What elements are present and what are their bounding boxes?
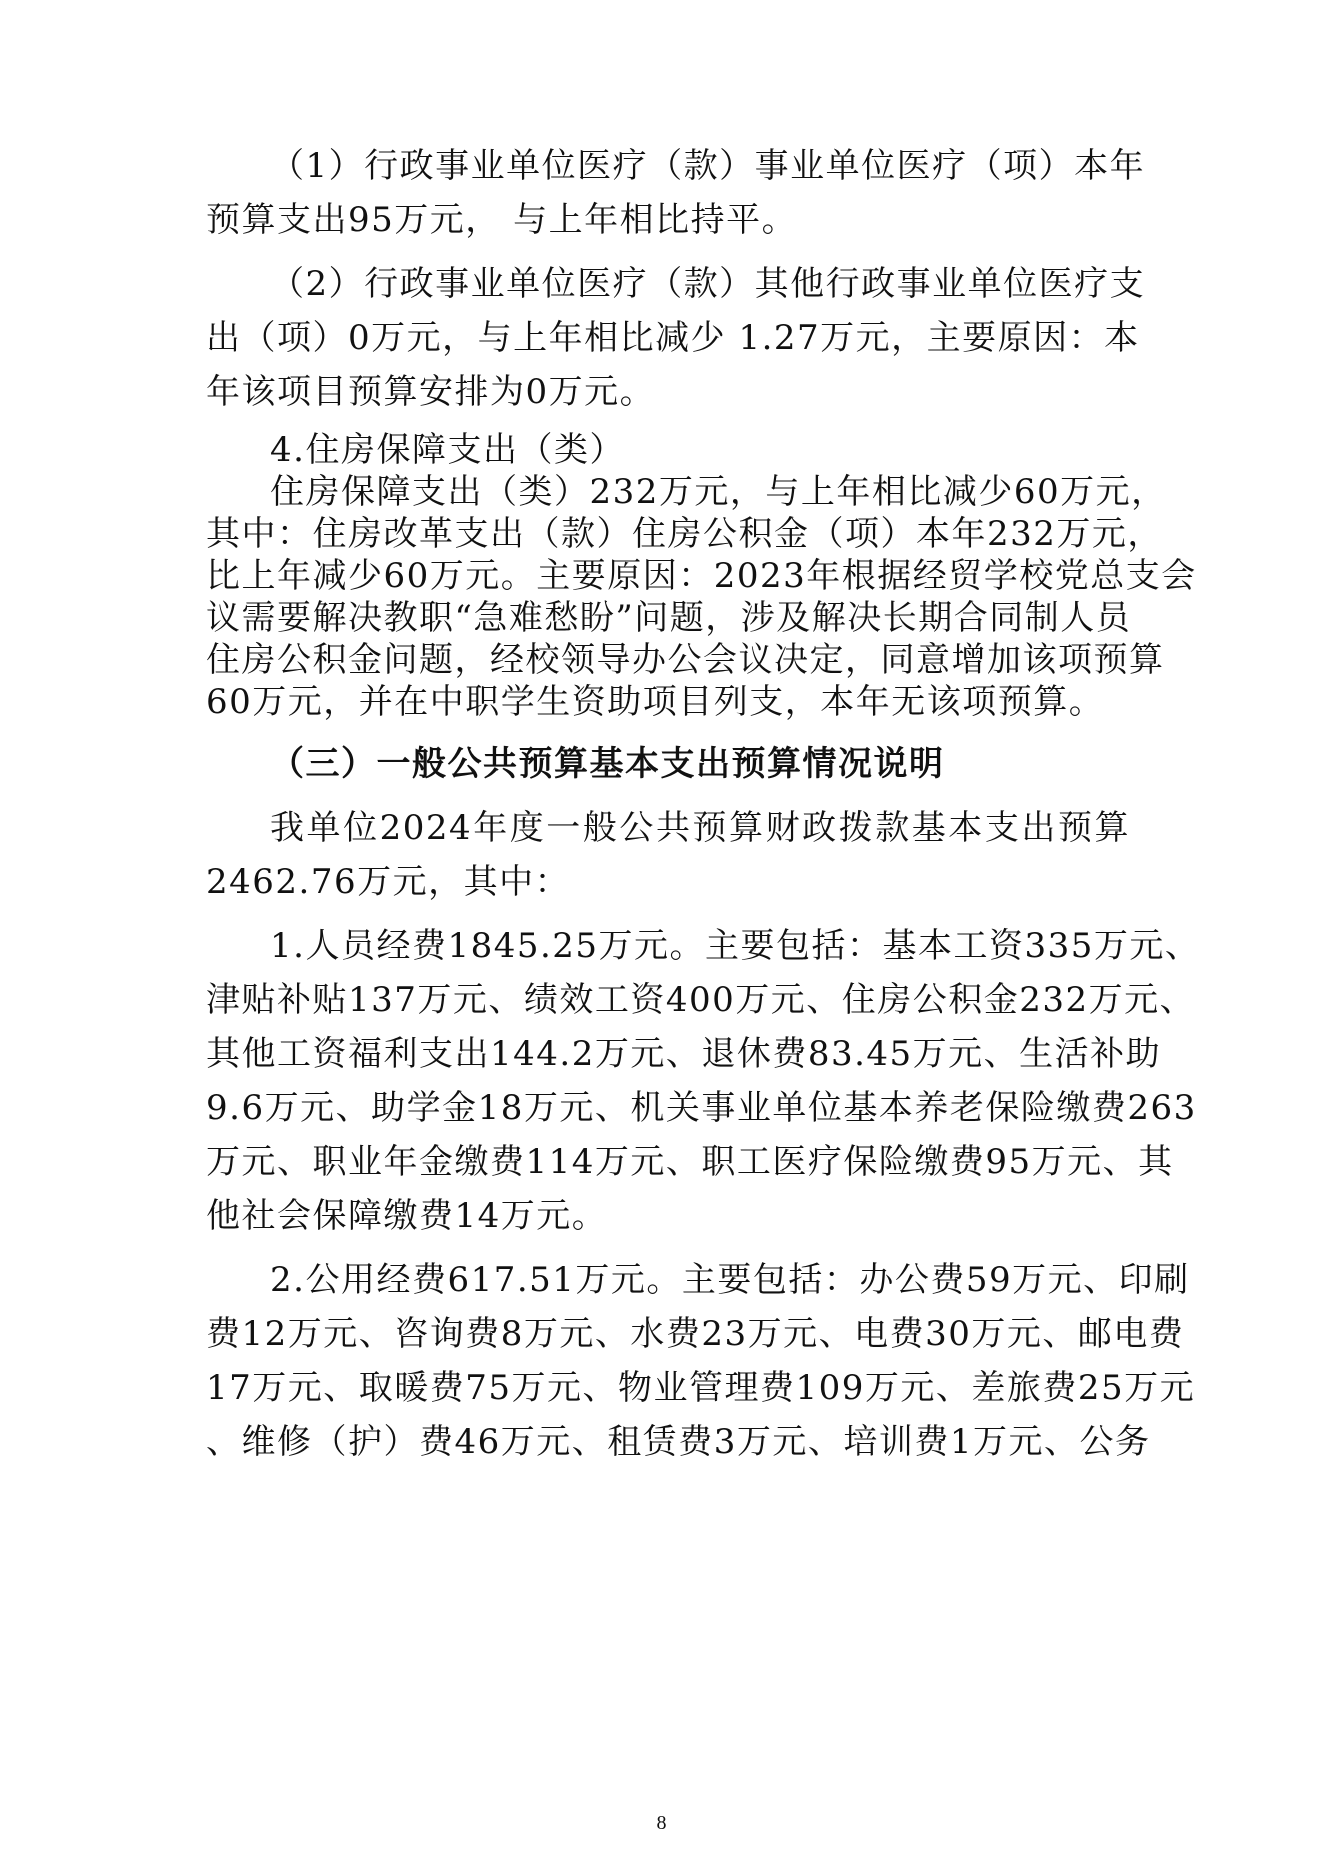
- paragraph-line: （1）行政事业单位医疗（款）事业单位医疗（项）本年: [270, 146, 1146, 186]
- paragraph-line: 议需要解决教职“急难愁盼”问题，涉及解决长期合同制人员: [206, 598, 1132, 638]
- paragraph-line: 1.人员经费1845.25万元。主要包括：基本工资335万元、: [270, 926, 1201, 966]
- paragraph-line: 60万元，并在中职学生资助项目列支，本年无该项预算。: [206, 682, 1105, 722]
- paragraph-line: 比上年减少60万元。主要原因：2023年根据经贸学校党总支会: [206, 556, 1197, 596]
- paragraph-line: 出（项）0万元，与上年相比减少 1.27万元，主要原因：本: [206, 318, 1140, 358]
- paragraph-line: 年该项目预算安排为0万元。: [206, 372, 656, 412]
- paragraph-line: （2）行政事业单位医疗（款）其他行政事业单位医疗支: [270, 264, 1146, 304]
- paragraph-line: 其中：住房改革支出（款）住房公积金（项）本年232万元，: [206, 514, 1163, 554]
- paragraph-line: 、维修（护）费46万元、租赁费3万元、培训费1万元、公务: [206, 1422, 1151, 1462]
- section-heading: 4.住房保障支出（类）: [270, 430, 625, 470]
- paragraph-line: 住房保障支出（类）232万元，与上年相比减少60万元，: [270, 472, 1167, 512]
- paragraph-line: 住房公积金问题，经校领导办公会议决定，同意增加该项预算: [206, 640, 1165, 680]
- paragraph-line: 预算支出95万元， 与上年相比持平。: [206, 200, 798, 240]
- paragraph-line: 万元、职业年金缴费114万元、职工医疗保险缴费95万元、其: [206, 1142, 1174, 1182]
- paragraph-line: 费12万元、咨询费8万元、水费23万元、电费30万元、邮电费: [206, 1314, 1185, 1354]
- paragraph-line: 2.公用经费617.51万元。主要包括：办公费59万元、印刷: [270, 1260, 1190, 1300]
- paragraph-line: 2462.76万元，其中：: [206, 862, 571, 902]
- paragraph-line: 17万元、取暖费75万元、物业管理费109万元、差旅费25万元: [206, 1368, 1196, 1408]
- paragraph-line: 9.6万元、助学金18万元、机关事业单位基本养老保险缴费263: [206, 1088, 1197, 1128]
- paragraph-line: 他社会保障缴费14万元。: [206, 1196, 608, 1236]
- paragraph-line: 我单位2024年度一般公共预算财政拨款基本支出预算: [270, 808, 1130, 848]
- section-heading: （三）一般公共预算基本支出预算情况说明: [270, 744, 945, 784]
- paragraph-line: 其他工资福利支出144.2万元、退休费83.45万元、生活补助: [206, 1034, 1162, 1074]
- paragraph-line: 津贴补贴137万元、绩效工资400万元、住房公积金232万元、: [206, 980, 1196, 1020]
- page-number: 8: [656, 1812, 667, 1834]
